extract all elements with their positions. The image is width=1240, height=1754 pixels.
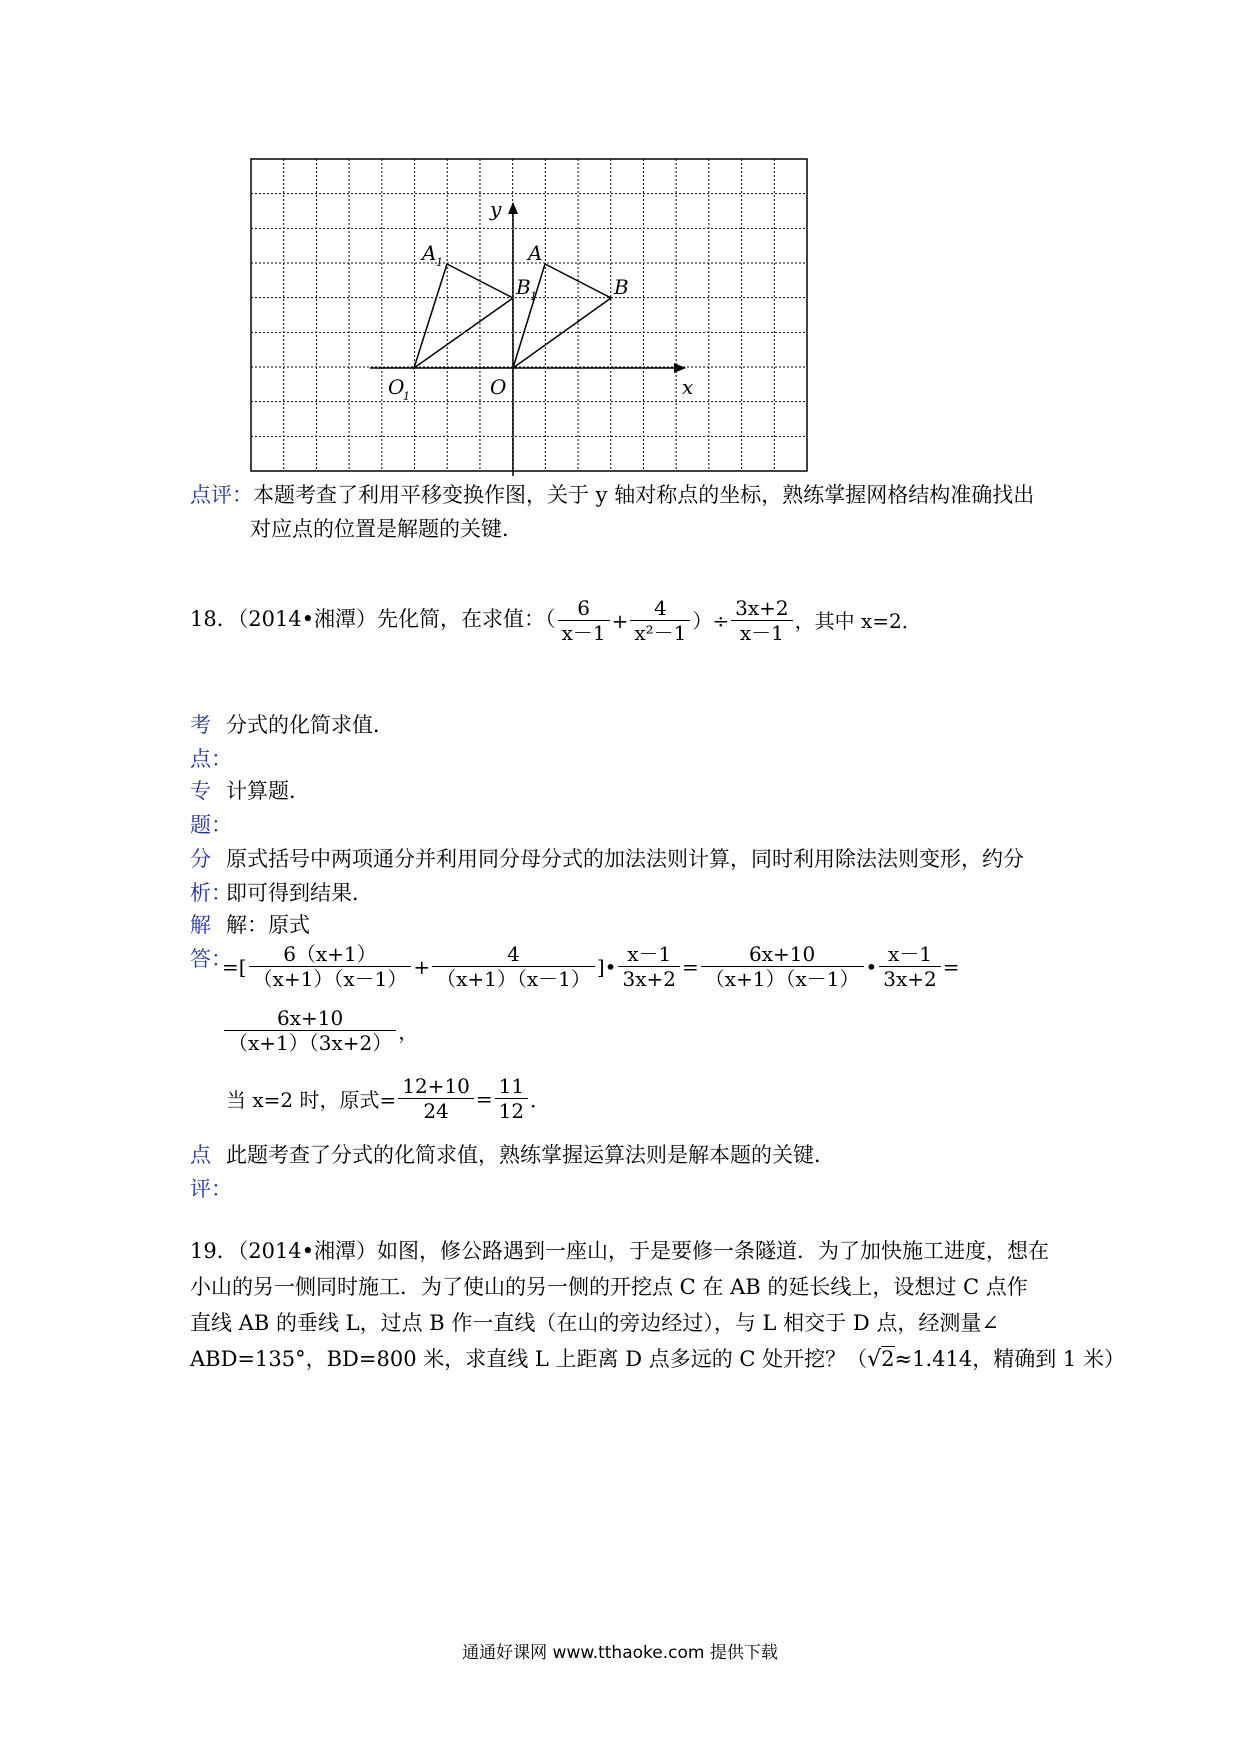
ping-label-2: 评： bbox=[190, 1177, 232, 1201]
s3-end: ． bbox=[530, 1088, 551, 1112]
s1-close: ]• bbox=[596, 954, 617, 979]
s3-fraction-2 bbox=[495, 1074, 528, 1123]
s1-eq2: = bbox=[942, 954, 960, 979]
q18-f3-den: x－1 bbox=[731, 620, 793, 645]
fen-line2: 即可得到结果． bbox=[226, 881, 373, 905]
ping-label-1: 点 bbox=[190, 1143, 211, 1167]
review17-text1: 本题考查了利用平移变换作图，关于 y 轴对称点的坐标，熟练掌握网格结构准确找出 bbox=[253, 483, 1035, 507]
q19-line4-pre: ABD=135°，BD=800 米，求直线 L 上距离 D 点多远的 C 处开挖？（ bbox=[190, 1347, 868, 1371]
jie-label-1: 解 bbox=[190, 913, 211, 937]
s1-f1-den: （x+1）（x－1） bbox=[249, 966, 412, 991]
q18-close-div: ）÷ bbox=[692, 608, 730, 633]
s3-f1-den: 24 bbox=[398, 1098, 474, 1123]
s1-eq: = bbox=[681, 954, 699, 979]
s3-f1-num: 12+10 bbox=[402, 1074, 470, 1098]
q18-f2-num: 4 bbox=[653, 596, 667, 620]
y-axis-arrow-icon bbox=[508, 202, 518, 214]
jie-label-2: 答： bbox=[190, 947, 232, 971]
q19-line4 bbox=[190, 1344, 1125, 1375]
label-B: B bbox=[614, 275, 629, 299]
q18-f1-num: 6 bbox=[577, 596, 590, 620]
jie-intro: 解：原式 bbox=[226, 913, 310, 937]
s1-dot: • bbox=[865, 954, 878, 979]
label-O1: O bbox=[388, 375, 405, 399]
s1-plus: + bbox=[413, 954, 431, 979]
triangle-A1B1O1 bbox=[414, 264, 513, 368]
ping-text: 此题考查了分式的化简求值，熟练掌握运算法则是解本题的关键． bbox=[226, 1143, 835, 1167]
q19-line3: 直线 AB 的垂线 L，过点 B 作一直线（在山的旁边经过），与 L 相交于 D 点，经测量∠ bbox=[190, 1311, 999, 1335]
q19-line2: 小山的另一侧同时施工．为了使山的另一侧的开挖点 C 在 AB 的延长线上，设想过 C 点作 bbox=[190, 1275, 1028, 1299]
s1-fraction-5 bbox=[879, 942, 941, 991]
s1-f3-den: 3x+2 bbox=[618, 966, 680, 991]
s1-fraction-4 bbox=[701, 942, 864, 991]
review17-line1 bbox=[190, 480, 1034, 510]
q18-plus: + bbox=[611, 608, 629, 633]
label-O: O bbox=[490, 375, 507, 399]
q18-f3-num: 3x+2 bbox=[735, 596, 789, 620]
s1-f5-den: 3x+2 bbox=[879, 966, 941, 991]
sqrt-arg: 2 bbox=[881, 1347, 895, 1371]
coordinate-grid-figure bbox=[250, 158, 810, 478]
q18-f1-den: x－1 bbox=[558, 620, 610, 645]
fen-label-1: 分 bbox=[190, 847, 211, 871]
label-y: y bbox=[490, 197, 502, 221]
review17-line2: 对应点的位置是解题的关键． bbox=[250, 517, 523, 541]
q18-statement bbox=[190, 596, 922, 645]
label-B1-sub: 1 bbox=[530, 290, 537, 303]
s1-f5-num: x－1 bbox=[888, 942, 933, 966]
fen-label-2: 析： bbox=[190, 881, 232, 905]
s1-f4-den: （x+1）（x－1） bbox=[701, 966, 864, 991]
s3-pre: 当 x=2 时，原式= bbox=[226, 1088, 397, 1112]
zhuan-label-2: 题： bbox=[190, 813, 232, 837]
kao-text: 分式的化简求值． bbox=[226, 713, 394, 737]
q18-fraction-1 bbox=[558, 596, 610, 645]
s1-f3-num: x－1 bbox=[627, 942, 672, 966]
q19-line1: 19．（2014•湘潭）如图，修公路遇到一座山，于是要修一条隧道．为了加快施工进度，想在 bbox=[190, 1239, 1050, 1263]
s1-f4-num: 6x+10 bbox=[749, 942, 816, 966]
page-footer: 通通好课网 www.tthaoke.com 提供下载 bbox=[462, 1643, 778, 1663]
s3-f2-num: 11 bbox=[498, 1074, 525, 1098]
s1-fraction-1 bbox=[249, 942, 412, 991]
kao-label-1: 考 bbox=[190, 713, 211, 737]
s3-fraction-1 bbox=[398, 1074, 474, 1123]
solution-step-3 bbox=[226, 1074, 550, 1123]
s3-eq: = bbox=[475, 1086, 493, 1111]
zhuan-label-1: 专 bbox=[190, 779, 211, 803]
s1-f1-num: 6（x+1） bbox=[283, 942, 377, 966]
s1-fraction-2 bbox=[432, 942, 595, 991]
q18-f2-den: x²－1 bbox=[630, 620, 690, 645]
s1-f2-den: （x+1）（x－1） bbox=[432, 966, 595, 991]
solution-step-2 bbox=[222, 1006, 418, 1055]
s2-den: （x+1）（3x+2） bbox=[224, 1030, 396, 1055]
q18-suffix: ，其中 x=2． bbox=[794, 608, 922, 633]
q18-fraction-2 bbox=[630, 596, 690, 645]
label-O1-sub: 1 bbox=[403, 390, 410, 403]
solution-step-1 bbox=[222, 942, 960, 991]
kao-label-2: 点： bbox=[190, 747, 232, 771]
label-B1: B bbox=[516, 275, 531, 299]
s1-pre: =[ bbox=[222, 954, 247, 979]
zhuan-text: 计算题． bbox=[226, 779, 310, 803]
q18-fraction-3 bbox=[731, 596, 793, 645]
q19-line4-post: ≈1.414，精确到 1 米） bbox=[894, 1347, 1125, 1371]
s3-f2-den: 12 bbox=[495, 1098, 528, 1123]
label-A1-sub: 1 bbox=[436, 256, 443, 269]
label-A1: A bbox=[422, 241, 437, 265]
s1-fraction-3 bbox=[618, 942, 680, 991]
s2-comma: ， bbox=[398, 1020, 419, 1044]
q18-prefix: 18．（2014•湘潭）先化简，在求值：（ bbox=[190, 607, 556, 631]
s2-num: 6x+10 bbox=[277, 1006, 344, 1030]
label-x: x bbox=[682, 375, 694, 399]
sqrt-icon: √ bbox=[867, 1347, 882, 1372]
x-axis-arrow-icon bbox=[674, 363, 686, 373]
s1-f2-num: 4 bbox=[507, 942, 520, 966]
review17-label: 点评： bbox=[190, 483, 253, 507]
fen-line1: 原式括号中两项通分并利用同分母分式的加法法则计算，同时利用除法法则变形，约分 bbox=[226, 847, 1024, 871]
label-A: A bbox=[528, 241, 543, 265]
s2-fraction bbox=[224, 1006, 396, 1055]
